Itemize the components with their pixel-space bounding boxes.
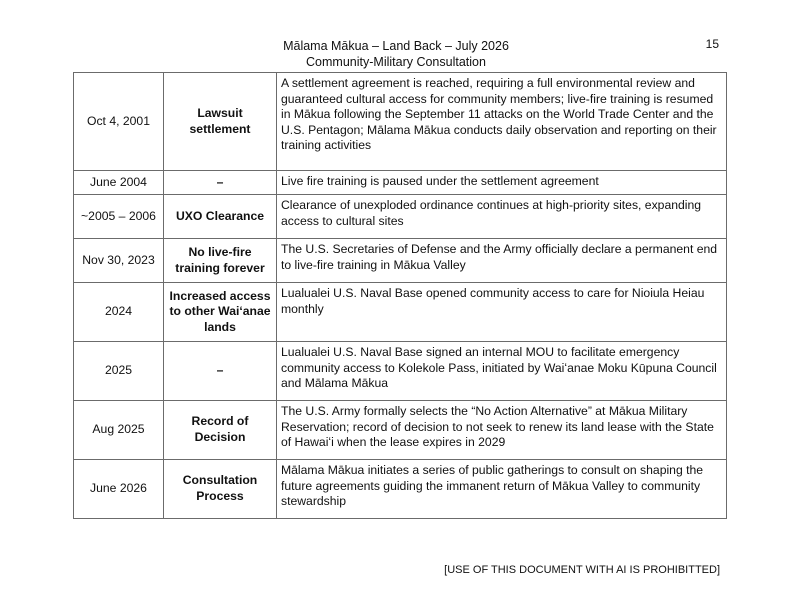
- row-date: 2024: [74, 283, 164, 342]
- row-description: Mālama Mākua initiates a series of public gatherings to consult on shaping the future agreements guiding the immanent return of Mākua Valley to community stewardship: [277, 460, 727, 519]
- row-description: Lualualei U.S. Naval Base opened community access to care for Nioiula Heiau monthly: [277, 283, 727, 342]
- row-date: ~2005 – 2006: [74, 195, 164, 239]
- table-row: [74, 401, 727, 460]
- page-header: [0, 38, 792, 70]
- document-title: Mālama Mākua – Land Back – July 2026: [283, 39, 509, 53]
- row-event: UXO Clearance: [164, 195, 277, 239]
- row-date: Nov 30, 2023: [74, 239, 164, 283]
- row-description: The U.S. Army formally selects the “No Action Alternative” at Mākua Military Reservation; record of decision to not seek to renew its land lease with the State of Hawaiʻi when the lease expires in 2029: [277, 401, 727, 460]
- table-row: [74, 283, 727, 342]
- row-description: Lualualei U.S. Naval Base signed an internal MOU to facilitate emergency community access to Kolekole Pass, initiated by Waiʻanae Moku Kūpuna Council and Mālama Mākua: [277, 342, 727, 401]
- table-row: [74, 342, 727, 401]
- row-description: A settlement agreement is reached, requiring a full environmental review and guaranteed cultural access for community members; live-fire training is resumed in Mākua following the September 11 attacks on the World Trade Center and the U.S. Pentagon; Mālama Mākua conducts daily observation and reporting on their training activities: [277, 73, 727, 171]
- ai-prohibition-notice: [USE OF THIS DOCUMENT WITH AI IS PROHIBITTED]: [444, 564, 720, 576]
- table-row: [74, 171, 727, 195]
- table-row: [74, 239, 727, 283]
- table-row: [74, 460, 727, 519]
- document-subtitle: Community-Military Consultation: [306, 55, 486, 69]
- table-row: [74, 73, 727, 171]
- row-description: Clearance of unexploded ordinance continues at high-priority sites, expanding access to cultural sites: [277, 195, 727, 239]
- row-date: June 2026: [74, 460, 164, 519]
- row-event: No live-fire training forever: [164, 239, 277, 283]
- row-event: Record of Decision: [164, 401, 277, 460]
- row-event: Increased access to other Waiʻanae lands: [164, 283, 277, 342]
- table-row: [74, 195, 727, 239]
- row-date: Oct 4, 2001: [74, 73, 164, 171]
- timeline-table: [73, 72, 727, 519]
- row-date: Aug 2025: [74, 401, 164, 460]
- row-event: Lawsuit settlement: [164, 73, 277, 171]
- row-event: –: [164, 342, 277, 401]
- page-number: 15: [705, 37, 719, 51]
- row-description: Live fire training is paused under the settlement agreement: [277, 171, 727, 195]
- row-event: Consultation Process: [164, 460, 277, 519]
- row-description: The U.S. Secretaries of Defense and the Army officially declare a permanent end to live-fire training in Mākua Valley: [277, 239, 727, 283]
- row-event: –: [164, 171, 277, 195]
- row-date: 2025: [74, 342, 164, 401]
- row-date: June 2004: [74, 171, 164, 195]
